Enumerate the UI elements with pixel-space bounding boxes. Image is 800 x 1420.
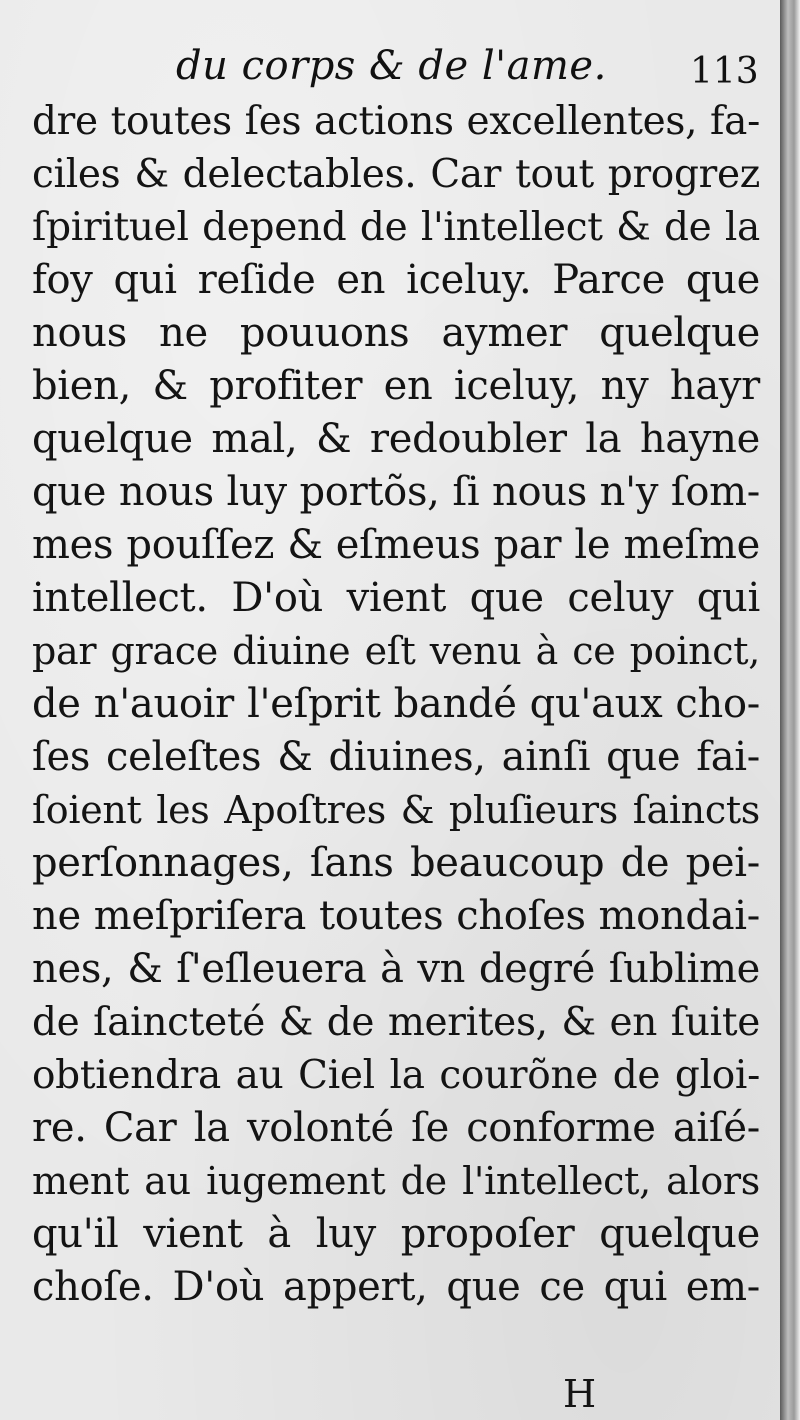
text-line: perſonnages, ſans beaucoup de pei-: [32, 840, 760, 886]
signature-mark: H: [563, 1372, 597, 1416]
text-line: par grace diuine eſt venu à ce poinct,: [32, 629, 760, 673]
text-line: ſpirituel depend de l'intellect & de la: [32, 205, 760, 250]
page-header: [0, 38, 780, 98]
text-line: dre toutes ſes actions excellentes, fa-: [32, 99, 760, 144]
body-text: [32, 95, 760, 1314]
text-line: de ſaincteté & de merites, & en ſuite: [32, 1000, 760, 1045]
text-line: que nous luy portõs, ſi nous n'y ſom-: [32, 469, 760, 515]
text-line: ſes celeſtes & diuines, ainſi que fai-: [32, 734, 760, 780]
text-line: ment au iugement de l'intellect, alors: [32, 1159, 760, 1203]
text-line: choſe. D'où appert, que ce qui em-: [32, 1264, 760, 1310]
text-line: re. Car la volonté ſe conforme aiſé-: [32, 1105, 760, 1151]
text-line: ne meſpriſera toutes choſes mondai-: [32, 893, 760, 939]
text-line: ſoient les Apoſtres & pluſieurs ſaincts: [32, 788, 760, 832]
running-title: du corps & de l'ame.: [176, 43, 607, 89]
text-line: foy qui reſide en iceluy. Parce que: [32, 257, 760, 303]
text-line: ciles & delectables. Car tout progrez: [32, 152, 760, 197]
text-line: obtiendra au Ciel la courõne de gloi-: [32, 1053, 760, 1098]
text-line: quelque mal, & redoubler la hayne: [32, 416, 760, 462]
text-line: mes pouſſez & eſmeus par le meſme: [32, 522, 760, 568]
text-line: intellect. D'où vient que celuy qui: [32, 575, 760, 621]
text-line: nes, & ſ'eſleuera à vn degré ſublime: [32, 946, 760, 992]
text-line: qu'il vient à luy propoſer quelque: [32, 1211, 760, 1257]
text-line: bien, & profiter en iceluy, ny hayr: [32, 363, 760, 409]
text-line: nous ne pouuons aymer quelque: [32, 310, 760, 356]
text-line: de n'auoir l'eſprit bandé qu'aux cho-: [32, 681, 760, 727]
page-number: 113: [690, 51, 759, 92]
page-edge-shadow: [780, 0, 800, 1420]
